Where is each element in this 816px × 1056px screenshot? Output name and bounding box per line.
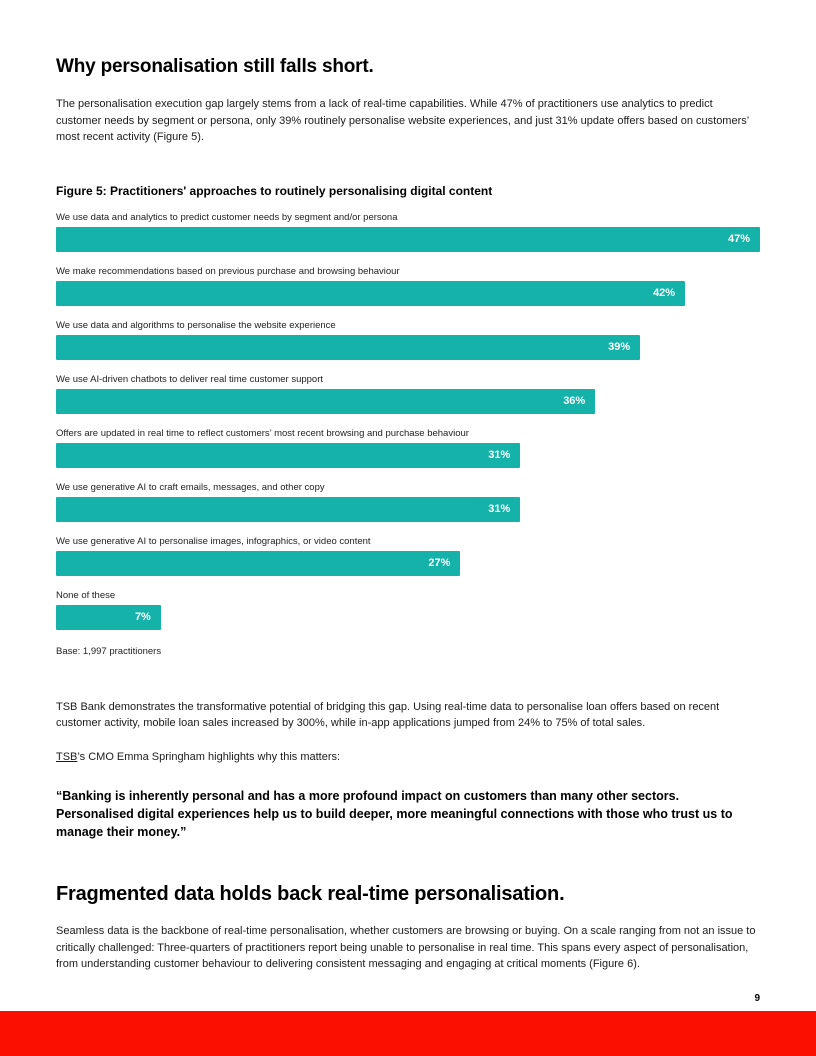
bar-value-label: 31% bbox=[488, 502, 511, 515]
page-number: 9 bbox=[754, 993, 760, 1004]
bar-value-label: 39% bbox=[608, 340, 631, 353]
chart-row bbox=[56, 536, 760, 576]
bar-value-label: 42% bbox=[653, 286, 676, 299]
bar bbox=[56, 227, 760, 252]
bar bbox=[56, 281, 685, 306]
intro-paragraph: The personalisation execution gap largely stems from a lack of real-time capabilities. While 47% of practitioners use analytics to predict customer needs by segment or persona, only 39% routinely personalise website experiences, and just 31% update offers based on customers’ most recent activity (Figure 5). bbox=[56, 98, 749, 143]
bar bbox=[56, 551, 460, 576]
tsb-link[interactable]: TSB bbox=[56, 750, 78, 763]
bar bbox=[56, 443, 520, 468]
bar-category-label: We make recommendations based on previous purchase and browsing behaviour bbox=[56, 265, 400, 277]
section-title-fragmented-data: Fragmented data holds back real-time personalisation. bbox=[56, 883, 565, 906]
tsb-paragraph: TSB Bank demonstrates the transformative potential of bridging this gap. Using real-time data to personalise loan offers based on recent customer activity, mobile loan sales increased by 300%, while in-app applications jumped from 24% to 75% of total sales. bbox=[56, 700, 720, 729]
chart-row bbox=[56, 212, 760, 252]
bar-category-label: Offers are updated in real time to reflect customers’ most recent browsing and purchase behaviour bbox=[56, 427, 469, 439]
bar-category-label: We use data and analytics to predict customer needs by segment and/or persona bbox=[56, 211, 398, 223]
bar-category-label: We use data and algorithms to personalise the website experience bbox=[56, 319, 336, 331]
chart-row bbox=[56, 374, 760, 414]
bar-value-label: 47% bbox=[727, 232, 750, 245]
bar-category-label: We use generative AI to craft emails, messages, and other copy bbox=[56, 481, 325, 493]
bar bbox=[56, 389, 595, 414]
chart-row bbox=[56, 428, 760, 468]
bar-category-label: None of these bbox=[56, 589, 116, 601]
bar bbox=[56, 605, 161, 630]
figure5-title: Figure 5: Practitioners' approaches to routinely personalising digital content bbox=[56, 183, 493, 198]
section-title-why-personalisation: Why personalisation still falls short. bbox=[56, 56, 374, 77]
bar bbox=[56, 497, 520, 522]
footer-red-bar bbox=[0, 1011, 816, 1056]
tsb-cmo-line-rest: ’s CMO Emma Springham highlights why this matters: bbox=[77, 750, 341, 763]
chart-row bbox=[56, 482, 760, 522]
bar-value-label: 31% bbox=[488, 448, 511, 461]
chart-row bbox=[56, 590, 760, 630]
bar-category-label: We use AI-driven chatbots to deliver real time customer support bbox=[56, 373, 324, 385]
bar-value-label: 7% bbox=[134, 610, 151, 623]
bar-category-label: We use generative AI to personalise images, infographics, or video content bbox=[56, 535, 371, 547]
bar bbox=[56, 335, 640, 360]
cmo-quote: “Banking is inherently personal and has a more profound impact on customers than many other sectors. Personalised digital experiences help us to build deeper, more meaningful connections with those who trust us to manage their money.” bbox=[56, 789, 733, 840]
bar-value-label: 27% bbox=[428, 556, 451, 569]
chart-row bbox=[56, 320, 760, 360]
bar-value-label: 36% bbox=[563, 394, 586, 407]
fragmented-data-paragraph: Seamless data is the backbone of real-time personalisation, whether customers are browsing or buying. On a scale ranging from not an issue to critically challenged: Three-quarters of practitioners report being unable to personalise in real time. This spans every aspect of personalisation, from understanding customer behaviour to delivering consistent messaging and engaging at critical moments (Figure 6). bbox=[56, 925, 756, 971]
chart-row bbox=[56, 266, 760, 306]
tsb-cmo-line bbox=[56, 749, 760, 766]
chart-base-note: Base: 1,997 practitioners bbox=[56, 645, 162, 657]
bar-chart bbox=[56, 212, 760, 630]
